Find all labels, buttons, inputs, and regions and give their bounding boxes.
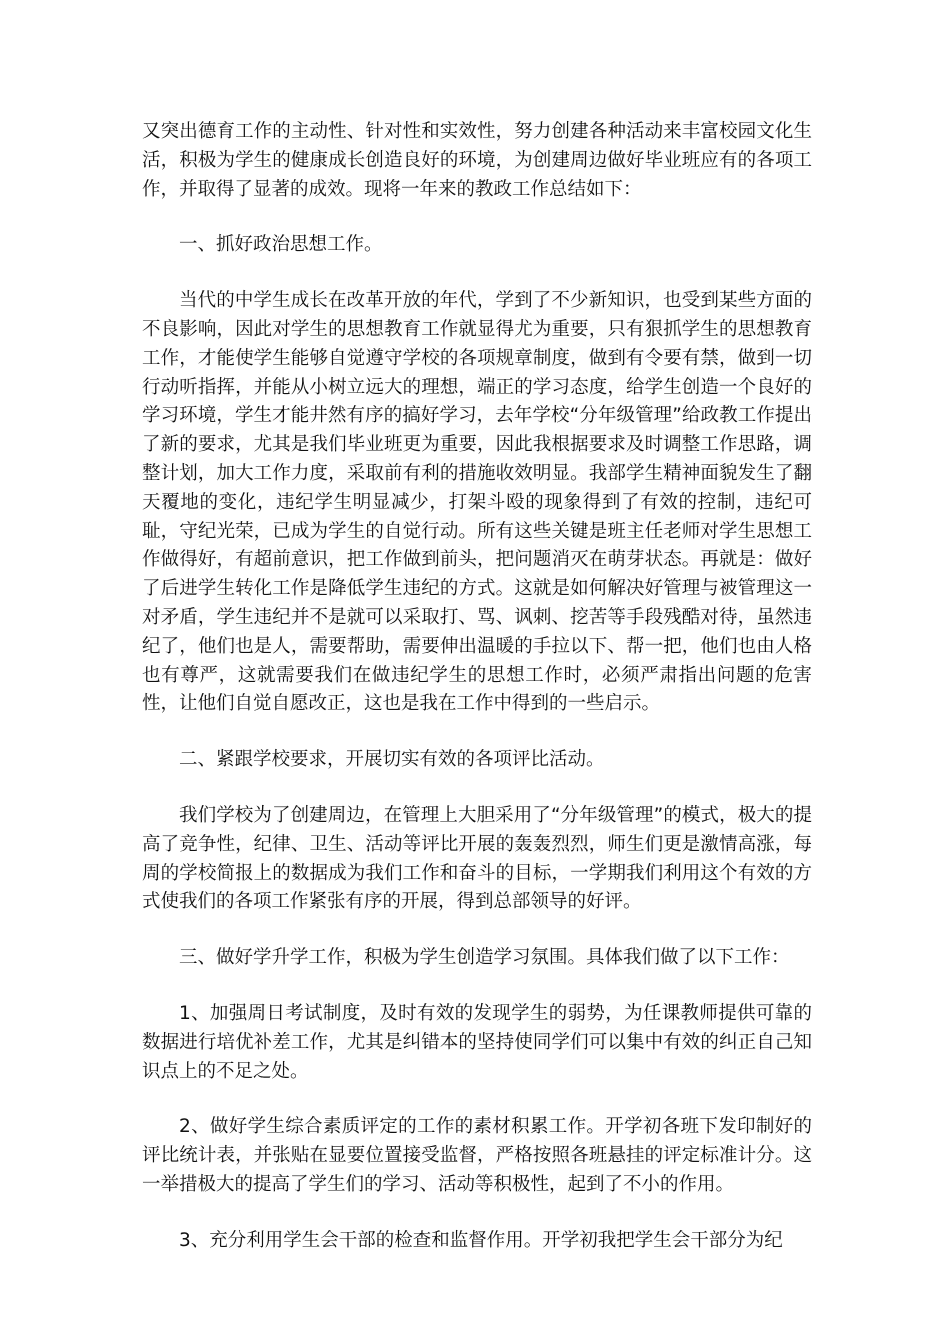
section-heading-2: 二、紧跟学校要求，开展切实有效的各项评比活动。	[179, 749, 605, 771]
paragraph-political-work: 当代的中学生成长在改革开放的年代，学到了不少新知识，也受到某些方面的不良影响，因此对学生的思想教育工作就显得尤为重要，只有狠抓学生的思想教育工作，才能使学生能够自觉遵守学校的各项规章制度，做到有令要有禁，做到一切行动听指挥，并能从小树立远大的理想，端正的学习态度，给学生创造一个良好的学习环境，学生才能井然有序的搞好学习，去年学校“分年级管理”给政教工作提出了新的要求，尤其是我们毕业班更为重要，因此我根据要求及时调整工作思路，调整计划，加大工作力度，采取前有利的措施收效明显。我部学生精神面貌发生了翻天覆地的变化，违纪学生明显减少，打架斗殴的现象得到了有效的控制，违纪可耻，守纪光荣，已成为学生的自觉行动。所有这些关键是班主任老师对学生思想工作做得好，有超前意识，把工作做到前头，把问题消灭在萌芽状态。再就是：做好了后进学生转化工作是降低学生违纪的方式。这就是如何解决好管理与被管理这一对矛盾，学生违纪并不是就可以采取打、骂、讽刺、挖苦等手段残酷对待，虽然违纪了，他们也是人，需要帮助，需要伸出温暖的手拉以下、帮一把，他们也由人格也有尊严，这就需要我们在做违纪学生的思想工作时，必须严肃指出问题的危害性，让他们自觉自愿改正，这也是我在工作中得到的一些启示。	[142, 290, 812, 715]
section-heading-3: 三、做好学升学工作，积极为学生创造学习氛围。具体我们做了以下工作：	[179, 947, 790, 969]
paragraph-intro-continuation: 又突出德育工作的主动性、针对性和实效性，努力创建各种活动来丰富校园文化生活，积极为学生的健康成长创造良好的环境，为创建周边做好毕业班应有的各项工作，并取得了显著的成效。现将一年来的教政工作总结如下：	[142, 121, 812, 200]
paragraph-evaluation-activities: 我们学校为了创建周边，在管理上大胆采用了“分年级管理”的模式，极大的提高了竞争性，纪律、卫生、活动等评比开展的轰轰烈烈，师生们更是激情高涨，每周的学校简报上的数据成为我们工作和奋斗的目标，一学期我们利用这个有效的方式使我们的各项工作紧张有序的开展，得到总部领导的好评。	[142, 804, 812, 913]
list-item-2: 2、做好学生综合素质评定的工作的素材积累工作。开学初各班下发印制好的评比统计表，并张贴在显要位置接受监督，严格按照各班悬挂的评定标准计分。这一举措极大的提高了学生们的学习、活动等积极性，起到了不小的作用。	[142, 1116, 812, 1195]
list-item-1: 1、加强周日考试制度，及时有效的发现学生的弱势，为任课教师提供可靠的数据进行培优补差工作，尤其是纠错本的坚持使同学们可以集中有效的纠正自己知识点上的不足之处。	[142, 1002, 812, 1082]
list-item-3: 3、充分利用学生会干部的检查和监督作用。开学初我把学生会干部分为纪	[179, 1229, 783, 1251]
section-heading-1: 一、抓好政治思想工作。	[179, 234, 383, 256]
